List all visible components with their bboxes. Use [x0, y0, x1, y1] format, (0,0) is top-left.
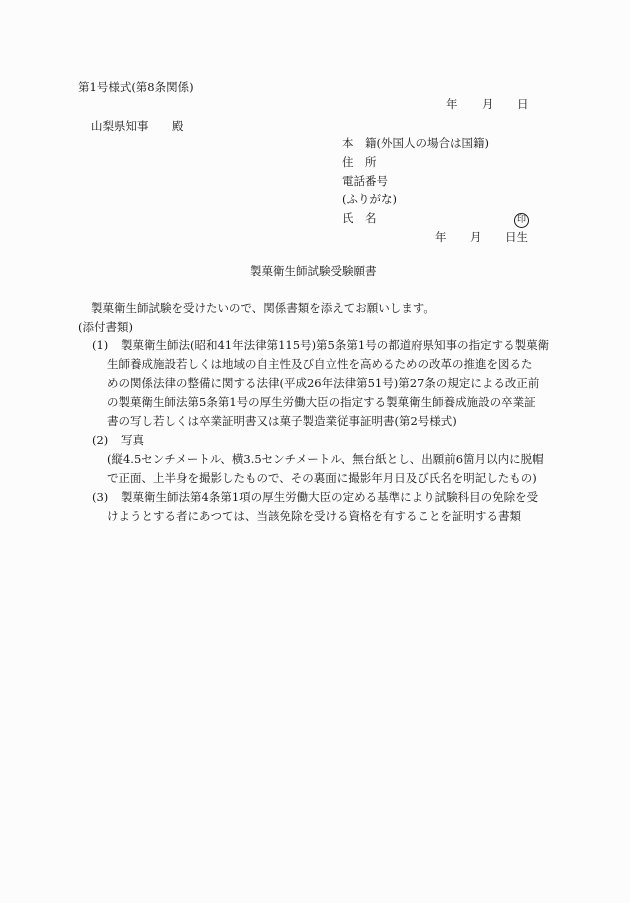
- address-label: 住 所: [342, 155, 377, 169]
- item-line: 写真: [121, 433, 144, 447]
- body-text: 製菓衛生師試験を受けたいので、関係書類を添えてお願いします。: [91, 301, 435, 315]
- item-line: で正面、上半身を撮影したもので、その裏面に撮影年月日及び氏名を明記したもの): [107, 471, 537, 485]
- attachments-heading: (添付書類): [78, 320, 133, 334]
- item-line: (縦4.5センチメートル、横3.5センチメートル、無台紙とし、出願前6箇月以内に脱帽: [107, 452, 544, 466]
- seal-icon: 印: [514, 213, 529, 228]
- item-line: 生師養成施設若しくは地域の自主性及び自立性を高めるための改革の推進を図るた: [107, 357, 533, 371]
- item-line: けようとする者にあつては、当該免除を受ける資格を有することを証明する書類: [107, 509, 521, 523]
- item-line: めの関係法律の整備に関する法律(平成26年法律第51号)第27条の規定による改正前: [107, 376, 540, 390]
- item-line: の製菓衛生師法第5条第1号の厚生労働大臣の指定する製菓衛生師養成施設の卒業証: [107, 395, 536, 409]
- birth-month-label: 月: [470, 230, 482, 244]
- form-number: 第1号様式(第8条関係): [78, 80, 194, 94]
- document-title: 製菓衛生師試験受験願書: [250, 264, 377, 278]
- date-month-label: 月: [482, 97, 494, 111]
- addressee: 山梨県知事: [91, 119, 149, 133]
- birth-year-label: 年: [435, 230, 447, 244]
- furigana-label: (ふりがな): [342, 192, 397, 206]
- date-day-label: 日: [517, 97, 529, 111]
- item-line: 製菓衛生師法第4条第1項の厚生労働大臣の定める基準により試験科目の免除を受: [121, 490, 539, 504]
- date-year-label: 年: [446, 97, 458, 111]
- item-line: 製菓衛生師法(昭和41年法律第115号)第5条第1号の都道府県知事の指定する製菓衛: [121, 338, 550, 352]
- item-number: (3): [92, 490, 109, 504]
- seal-mark: [514, 211, 529, 228]
- item-number: (1): [92, 338, 109, 352]
- item-number: (2): [92, 433, 109, 447]
- honseki-label: 本 籍(外国人の場合は国籍): [342, 136, 489, 150]
- phone-label: 電話番号: [342, 174, 388, 188]
- item-line: 書の写し若しくは卒業証明書又は菓子製造業従事証明書(第2号様式): [107, 414, 457, 428]
- name-label: 氏 名: [342, 211, 377, 225]
- honorific: 殿: [172, 119, 184, 133]
- birth-day-label: 日生: [505, 230, 528, 244]
